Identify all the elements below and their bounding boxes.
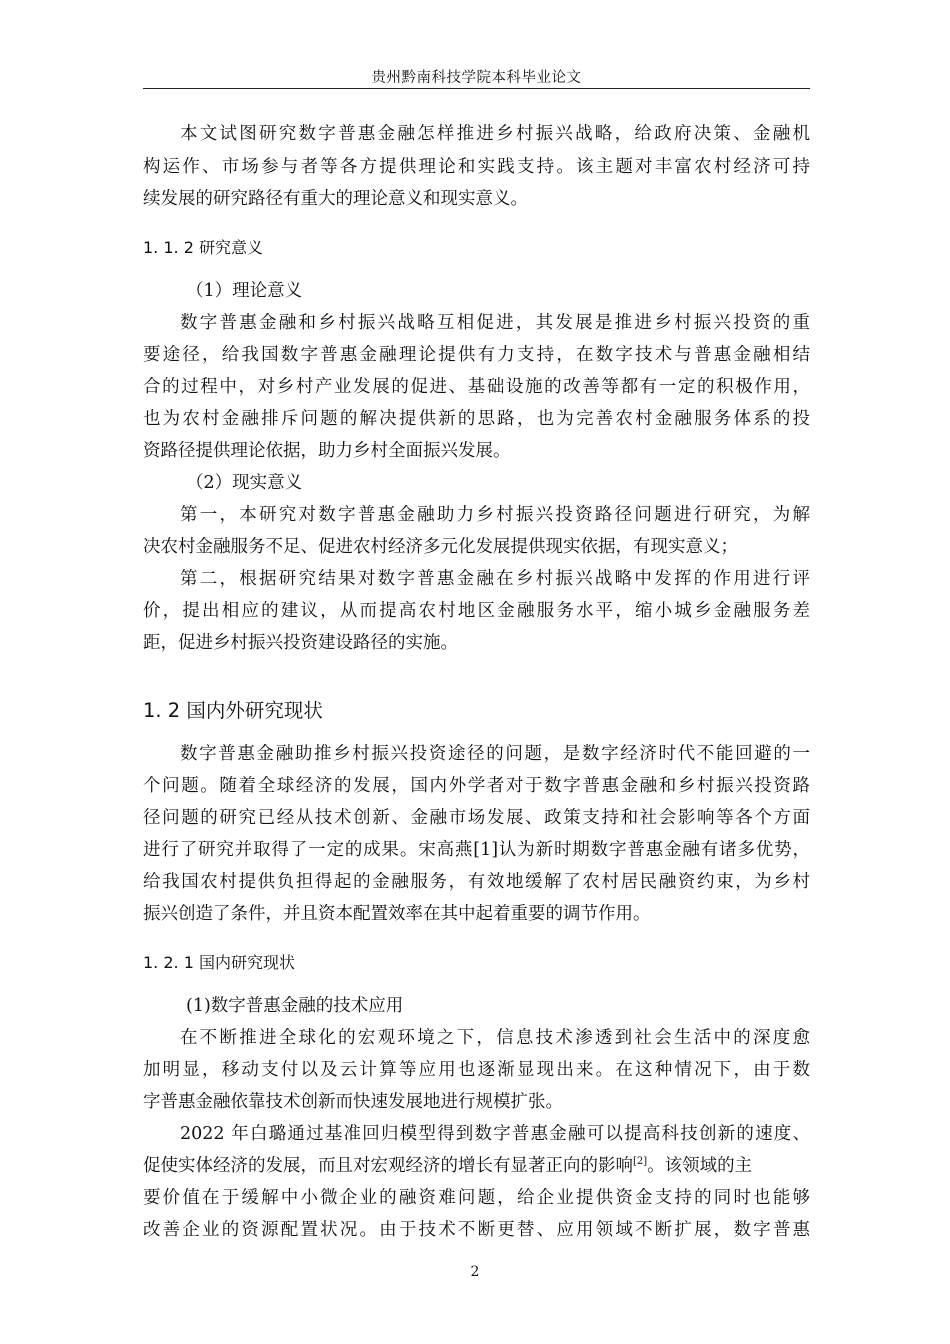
- tech-line: 加明显，移动支付以及云计算等应用也逐渐显现出来。在这种情况下，由于数: [143, 1060, 810, 1080]
- body-line: 数字普惠金融助推乡村振兴投资途径的问题，是数字经济时代不能回避的一: [180, 744, 810, 764]
- theory-label: （1）理论意义: [186, 281, 303, 301]
- citation-ref: [2]: [633, 1156, 648, 1168]
- theory-line: 也为农村金融排斥问题的解决提供新的思路，也为完善农村金融服务体系的投: [143, 409, 810, 429]
- theory-line: 要途径，给我国数字普惠金融理论提供有力支持，在数字技术与普惠金融相结: [143, 345, 810, 365]
- practical-line: 距，促进乡村振兴投资建设路径的实施。: [143, 633, 458, 653]
- section-heading-1-1-2: 1. 1. 2 研究意义: [143, 238, 263, 257]
- body-line-with-citation: [143, 1156, 810, 1176]
- practical-line: 决农村金融服务不足、促进农村经济多元化发展提供现实依据，有现实意义；: [143, 537, 738, 557]
- body-text: 促使实体经济的发展，而且对宏观经济的增长有显著正向的影响: [143, 1156, 633, 1176]
- practical-line: 第二，根据研究结果对数字普惠金融在乡村振兴战略中发挥的作用进行评: [180, 569, 810, 589]
- theory-line: 数字普惠金融和乡村振兴战略互相促进，其发展是推进乡村振兴投资的重: [180, 313, 810, 333]
- body-line: 给我国农村提供负担得起的金融服务，有效地缓解了农村居民融资约束，为乡村: [143, 872, 810, 892]
- intro-line: 构运作、市场参与者等各方提供理论和实践支持。该主题对丰富农村经济可持: [143, 157, 810, 177]
- intro-line: 本文试图研究数字普惠金融怎样推进乡村振兴战略，给政府决策、金融机: [180, 124, 810, 144]
- intro-line: 续发展的研究路径有重大的理论意义和现实意义。: [143, 189, 528, 209]
- body-line: 2022 年白璐通过基准回归模型得到数字普惠金融可以提高科技创新的速度、: [180, 1124, 810, 1144]
- theory-line: 合的过程中，对乡村产业发展的促进、基础设施的改善等都有一定的积极作用，: [143, 377, 810, 397]
- tech-label: (1)数字普惠金融的技术应用: [186, 996, 404, 1016]
- section-heading-1-2-1: 1. 2. 1 国内研究现状: [143, 953, 295, 972]
- theory-line: 资路径提供理论依据，助力乡村全面振兴发展。: [143, 441, 511, 461]
- body-line: 径问题的研究已经从技术创新、金融市场发展、政策支持和社会影响等各个方面: [143, 808, 810, 828]
- practical-label: （2）现实意义: [186, 473, 303, 493]
- body-text: 。该领域的主: [647, 1156, 753, 1176]
- body-line: 个问题。随着全球经济的发展，国内外学者对于数字普惠金融和乡村振兴投资路: [143, 776, 810, 796]
- body-line: 要价值在于缓解中小微企业的融资难问题，给企业提供资金支持的同时也能够: [143, 1188, 810, 1208]
- tech-line: 在不断推进全球化的宏观环境之下，信息技术渗透到社会生活中的深度愈: [180, 1028, 810, 1048]
- practical-line: 第一，本研究对数字普惠金融助力乡村振兴投资路径问题进行研究，为解: [180, 505, 810, 525]
- body-line: 进行了研究并取得了一定的成果。宋高燕[1]认为新时期数字普惠金融有诸多优势，: [143, 840, 810, 860]
- body-line: 改善企业的资源配置状况。由于技术不断更替、应用领域不断扩展，数字普惠: [143, 1220, 810, 1240]
- body-line: 振兴创造了条件，并且资本配置效率在其中起着重要的调节作用。: [143, 904, 651, 924]
- section-heading-1-2: 1. 2 国内外研究现状: [143, 699, 323, 722]
- header-divider: [143, 88, 810, 89]
- running-header: 贵州黔南科技学院本科毕业论文: [371, 70, 582, 86]
- page-number: 2: [470, 1264, 480, 1280]
- practical-line: 价，提出相应的建议，从而提高农村地区金融服务水平，缩小城乡金融服务差: [143, 601, 810, 621]
- tech-line: 字普惠金融依靠技术创新而快速发展地进行规模扩张。: [143, 1092, 563, 1112]
